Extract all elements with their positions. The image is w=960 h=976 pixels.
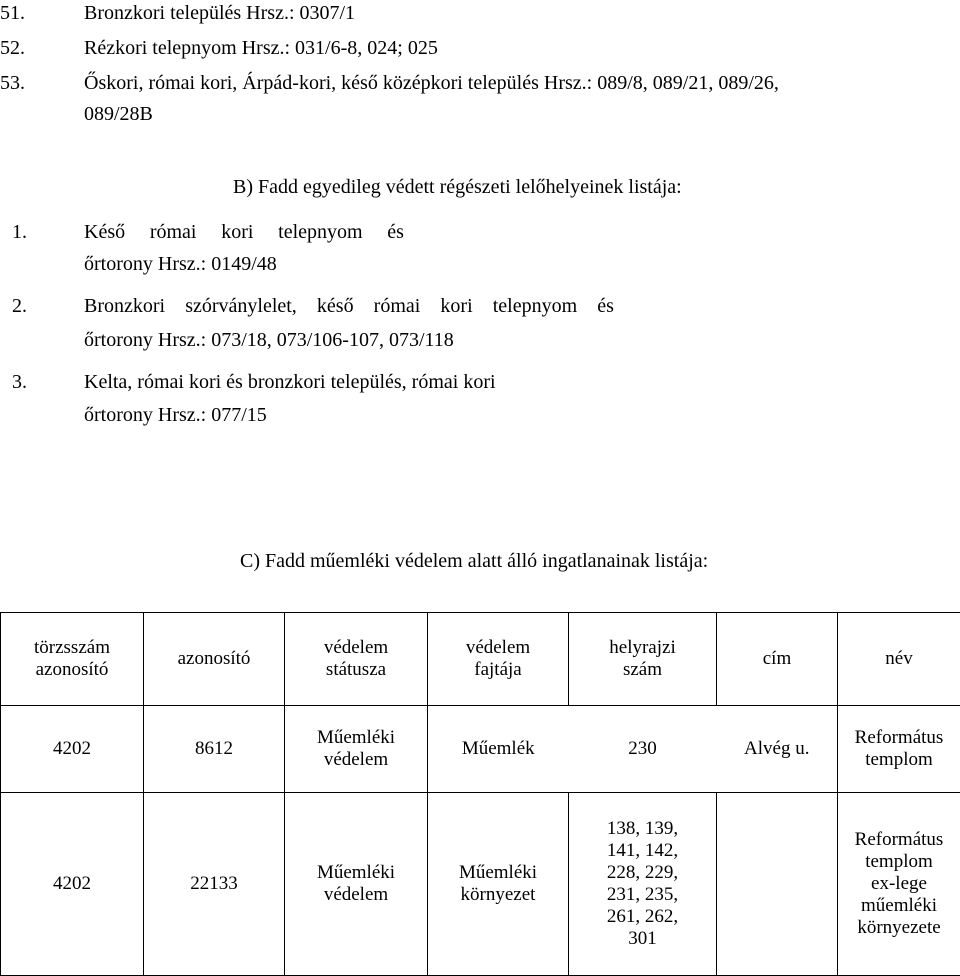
column-header: [717, 613, 838, 706]
table-header-row: [1, 613, 960, 706]
cell-line: 138, 139,: [571, 818, 714, 840]
word: kori: [440, 296, 472, 316]
cell-line: környezete: [840, 917, 958, 939]
header-line: helyrajzi: [571, 637, 714, 659]
word: telepnyom: [278, 222, 362, 242]
cell-line: 261, 262,: [571, 906, 714, 928]
table-cell-torzsszam: 4202: [1, 793, 144, 976]
list-text: Bronzkori település Hrsz.: 0307/1: [84, 3, 355, 23]
cell-line: templom: [840, 749, 958, 771]
header-line: cím: [719, 648, 835, 670]
header-line: szám: [571, 659, 714, 681]
table-cell-statusz: [285, 793, 428, 976]
section-b-item-1-line2: őrtorony Hrsz.: 0149/48: [84, 254, 277, 274]
word: római: [374, 296, 421, 316]
column-header: [569, 613, 717, 706]
header-line: védelem: [430, 637, 566, 659]
monuments-table: [0, 612, 960, 976]
cell-line: Református: [840, 829, 958, 851]
cell-line: Műemléki: [430, 862, 566, 884]
section-b-item-2-number: 2.: [12, 296, 27, 316]
cell-line: környezet: [430, 884, 566, 906]
table-cell-hrsz: [569, 793, 717, 976]
table-row: [1, 706, 960, 793]
list-text: Rézkori telepnyom Hrsz.: 031/6-8, 024; 025: [84, 38, 438, 58]
cell-line: ex-lege: [840, 873, 958, 895]
table-cell-nev: [838, 793, 960, 976]
word: kori: [221, 222, 253, 242]
cell-line: templom: [840, 851, 958, 873]
word: és: [597, 296, 614, 316]
column-header: [428, 613, 569, 706]
word: szórványlelet,: [185, 296, 297, 316]
cell-line: 301: [571, 928, 714, 950]
table-cell-azonosito: 22133: [144, 793, 285, 976]
list-text: Őskori, római kori, Árpád-kori, késő középkori település Hrsz.: 089/8, 089/21, 089/26,: [84, 73, 779, 93]
table-cell-cim: Alvég u.: [717, 706, 838, 793]
column-header: [144, 613, 285, 706]
cell-line: Műemléki: [287, 862, 425, 884]
list-item-53-continuation: 089/28B: [84, 104, 153, 124]
header-line: fajtája: [430, 659, 566, 681]
column-header: [838, 613, 960, 706]
section-b-item-2-line1: [84, 296, 614, 316]
table-cell-fajta: [428, 793, 569, 976]
section-c-heading: C) Fadd műemléki védelem alatt álló ingatlanainak listája:: [240, 551, 708, 571]
header-line: azonosító: [146, 648, 282, 670]
cell-line: 231, 235,: [571, 884, 714, 906]
table-cell-cim: [717, 793, 838, 976]
cell-line: védelem: [287, 884, 425, 906]
list-number: 53.: [0, 73, 25, 93]
word: és: [387, 222, 404, 242]
list-number: 52.: [0, 38, 25, 58]
table-cell-torzsszam: 4202: [1, 706, 144, 793]
table-cell-fajta: Műemlék: [428, 706, 569, 793]
table-cell-statusz: [285, 706, 428, 793]
cell-line: műemléki: [840, 895, 958, 917]
word: Késő: [84, 222, 125, 242]
header-line: törzsszám: [3, 637, 141, 659]
header-line: státusza: [287, 659, 425, 681]
table-cell-azonosito: 8612: [144, 706, 285, 793]
word: késő: [317, 296, 354, 316]
word: Bronzkori: [84, 296, 165, 316]
word: római: [150, 222, 197, 242]
section-b-item-1-number: 1.: [12, 222, 27, 242]
cell-line: 228, 229,: [571, 862, 714, 884]
section-b-item-3-number: 3.: [12, 372, 27, 392]
header-line: azonosító: [3, 659, 141, 681]
column-header: [1, 613, 144, 706]
cell-line: 141, 142,: [571, 840, 714, 862]
section-b-item-1-line1: [84, 222, 404, 242]
table-row: [1, 793, 960, 976]
header-line: név: [840, 648, 958, 670]
header-line: védelem: [287, 637, 425, 659]
column-header: [285, 613, 428, 706]
section-b-heading: B) Fadd egyedileg védett régészeti lelőhelyeinek listája:: [233, 177, 682, 197]
cell-line: védelem: [287, 749, 425, 771]
word: telepnyom: [493, 296, 577, 316]
section-b-item-2-line2: őrtorony Hrsz.: 073/18, 073/106-107, 073/118: [84, 330, 454, 350]
table-cell-hrsz: 230: [569, 706, 717, 793]
cell-line: Református: [840, 727, 958, 749]
section-b-item-3-line2: őrtorony Hrsz.: 077/15: [84, 405, 267, 425]
cell-line: Műemléki: [287, 727, 425, 749]
section-b-item-3-line1: Kelta, római kori és bronzkori település, római kori: [84, 372, 496, 392]
list-number: 51.: [0, 3, 25, 23]
table-cell-nev: [838, 706, 960, 793]
